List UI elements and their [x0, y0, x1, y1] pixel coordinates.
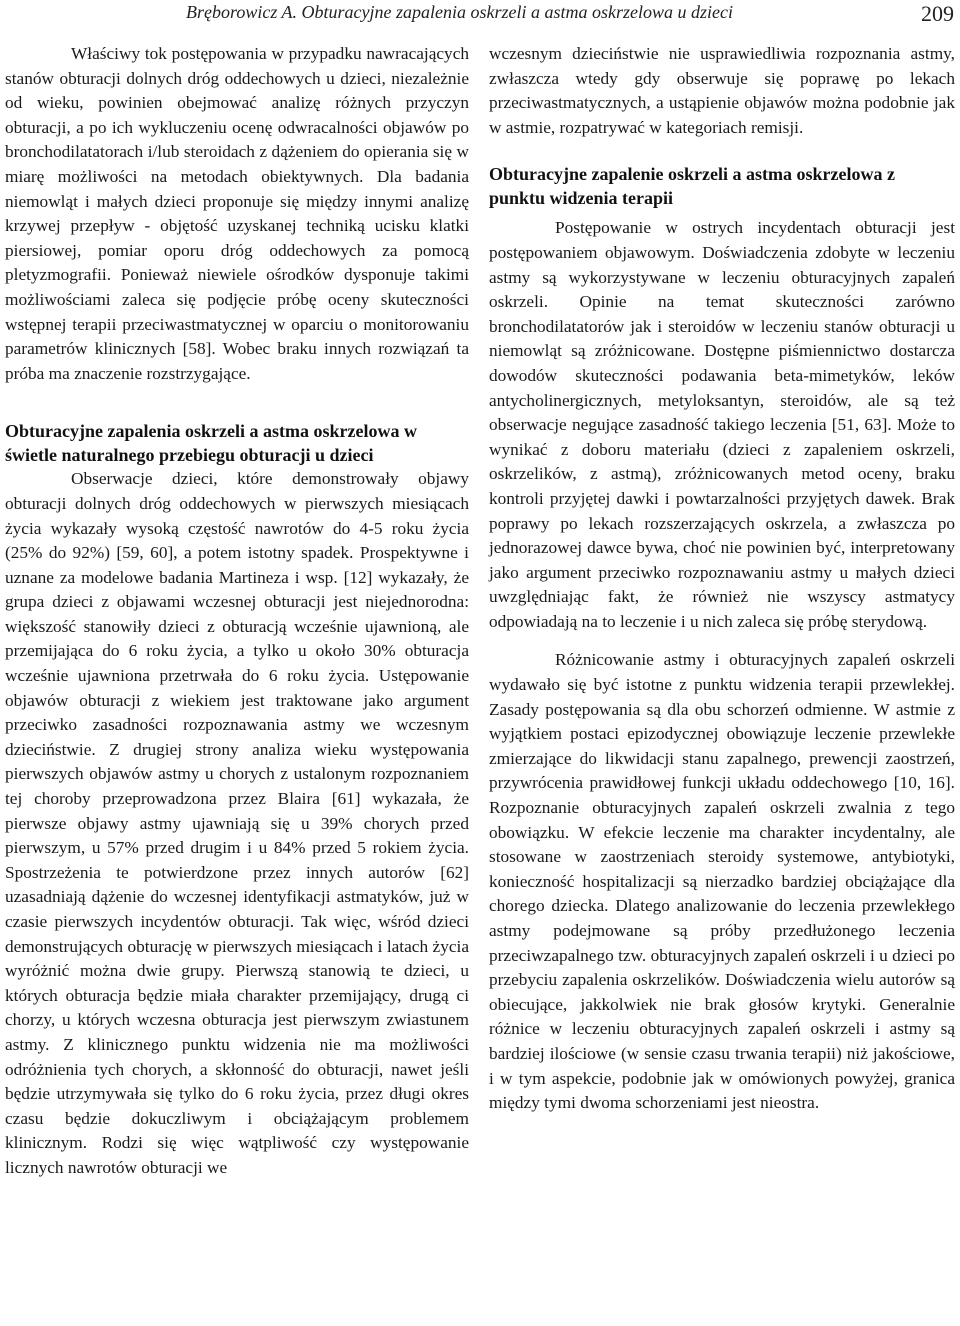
right-column — [489, 42, 955, 1116]
page-header — [0, 0, 960, 30]
right-paragraph-3: Różnicowanie astmy i obturacyjnych zapaleń oskrzeli wydawało się być istotne z punktu widzenia terapii przewlekłej. Zasady postępowania są dla obu schorzeń odmienne. W astmie z wyjątkiem postaci epizodycznej obowiązuje leczenie przewlekłe zmierzające do likwidacji stanu zapalnego, prewencji zaostrzeń, przywrócenia prawidłowej funkcji układu oddechowego [10, 16]. Rozpoznanie obturacyjnych zapaleń oskrzeli zwalnia z tego obowiązku. W efekcie leczenie ma charakter incydentalny, ale stosowane w zaostrzeniach steroidy systemowe, antybiotyki, konieczność hospitalizacji są nierzadko bardziej obciążające dla chorego dziecka. Dlatego analizowanie do leczenia przewlekłego astmy podejmowane są próby przedłużonego leczenia przeciwzapalnego tzw. obturacyjnych zapaleń oskrzeli i u dzieci po przebyciu zapalenia oskrzelików. Doświadczenia wielu autorów są obiecujące, jakkolwiek nie brak głosów krytyki. Generalnie różnice w leczeniu obturacyjnych zapaleń oskrzeli i astmy są bardziej ilościowe (w sensie czasu trwania terapii) niż jakościowe, i w tym aspekcie, podobnie jak w omówionych powyżej, granica między tymi dwoma schorzeniami jest nieostra. — [489, 650, 955, 1113]
right-paragraph-1: wczesnym dzieciństwie nie usprawiedliwia rozpoznania astmy, zwłaszcza wtedy gdy obserwuje się poprawę po lekach przeciwastmatycznych, a ustąpienie objawów można podobnie jak w astmie, rozpatrywać w kategoriach remisji. — [489, 44, 955, 137]
right-paragraph-2: Postępowanie w ostrych incydentach obturacji jest postępowaniem objawowym. Doświadczenia zdobyte w leczeniu astmy są wykorzystywane w leczeniu obturacyjnych zapaleń oskrzeli. Opinie na temat skuteczności zarówno bronchodilatatorów jak i steroidów w leczeniu stanów obturacji u niemowląt są zróżnicowane. Dostępne piśmiennictwo dostarcza dowodów skuteczności podawania beta-mimetyków, leków antycholinergicznych, metyloksantyn, steroidów, ale są też obserwacje negujące zasadność takiego leczenia [51, 63]. Może to wynikać z doboru materiału (dzieci z zapaleniem oskrzeli, oskrzelików, z astmą), zróżnicowanych metod oceny, braku kontroli przyjętej dawki i powtarzalności przyjętych dawek. Brak poprawy po lekach rozszerzających oskrzela, a zwłaszcza po jednorazowej dawce bywa, choć nie powinien być, interpretowany jako argument przeciwko rozpoznawaniu astmy u małych dzieci uwzględniając fakt, że również nie wszyscy astmatycy odpowiadają na to leczenie i u nich zaleca się próbę sterydową. — [489, 218, 955, 631]
left-column — [5, 42, 469, 1181]
running-head: Bręborowicz A. Obturacyjne zapalenia oskrzeli a astma oskrzelowa u dzieci — [186, 2, 733, 22]
section-heading-therapy: Obturacyjne zapalenie oskrzeli a astma oskrzelowa z punktu widzenia terapii — [489, 164, 895, 209]
page-number: 209 — [921, 1, 954, 26]
section-heading-natural-course: Obturacyjne zapalenia oskrzeli a astma oskrzelowa w świetle naturalnego przebiegu obturacji u dzieci — [5, 421, 417, 466]
left-paragraph-2: Obserwacje dzieci, które demonstrowały objawy obturacji dolnych dróg oddechowych w pierwszych miesiącach życia wykazały wysoką częstość nawrotów do 4-5 roku życia (25% do 92%) [59, 60], a potem istotny spadek. Prospektywne i uznane za modelowe badania Martineza i wsp. [12] wykazały, że grupa dzieci z objawami wczesnej obturacji jest niejednorodna: większość stanowiły dzieci z obturacją wcześnie ujawnioną, ale przemijająca do 6 roku życia, a tylko u około 30% obturacja wcześnie ujawniona przetrwała do 6 roku życia. Ustępowanie objawów obturacji z wiekiem jest traktowane jako argument przeciwko zasadności rozpoznawania astmy we wczesnym dzieciństwie. Z drugiej strony analiza wieku występowania pierwszych objawów astmy u chorych z ustalonym rozpoznaniem tej choroby przeprowadzona przez Blaira [61] wykazała, że pierwsze objawy astmy ujawniają się u 39% chorych przed pierwszym, u 57% przed drugim i u 84% przed 5 rokiem życia. Spostrzeżenia te potwierdzone przez innych autorów [62] uzasadniają dążenie do wczesnej identyfikacji astmatyków, już w czasie pierwszych incydentów obturacji. Tak więc, wśród dzieci demonstrujących obturację w pierwszych miesiącach i latach życia wyróżnić można dwie grupy. Pierwszą stanowią te dzieci, u których obturacja będzie miała charakter przemijający, drugą ci chorzy, u których wczesna obturacja jest pierwszym zwiastunem astmy. Z klinicznego punktu widzenia nie ma możliwości odróżnienia tych chorych, a skłonność do obturacji, nawet jeśli będzie utrzymywała się tylko do 6 roku życia, przez długi okres czasu będzie dokuczliwym i obciążającym problemem klinicznym. Rodzi się więc wątpliwość czy występowanie licznych nawrotów obturacji we — [5, 469, 469, 1177]
left-paragraph-1: Właściwy tok postępowania w przypadku nawracających stanów obturacji dolnych dróg oddechowych u dzieci, niezależnie od wieku, powinien obejmować analizę różnych przyczyn obturacji, a po ich wykluczeniu ocenę odwracalności objawów po bronchodilatatorach i/lub steroidach z dążeniem do opierania się w miarę możliwości na metodach obiektywnych. Dla badania niemowląt i małych dzieci proponuje się między innymi analizę krzywej przepływ - objętość uzyskanej techniką ucisku klatki piersiowej, pomiar oporu dróg oddechowych za pomocą pletyzmografii. Ponieważ niewiele ośrodków dysponuje takimi możliwościami zaleca się podjęcie próbę oceny skuteczności wstępnej terapii przeciwastmatycznej w oparciu o monitorowaniu parametrów klinicznych [58]. Wobec braku innych rozwiązań ta próba ma znaczenie rozstrzygające. — [5, 44, 469, 383]
